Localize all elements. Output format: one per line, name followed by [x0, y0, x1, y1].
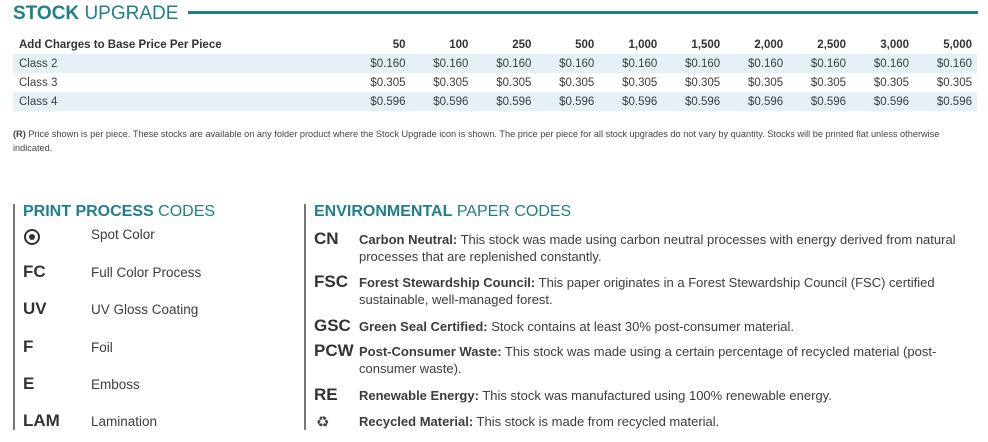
print-code-label: Spot Color [91, 227, 155, 242]
price-cell: $0.160 [914, 54, 977, 73]
note-prefix: (R) [13, 129, 26, 139]
qty-header: 100 [449, 38, 469, 51]
price-cell: $0.305 [370, 76, 406, 89]
price-cell: $0.160 [662, 54, 725, 73]
price-cell: $0.305 [936, 76, 972, 89]
print-process-title [23, 203, 215, 221]
price-cell: $0.160 [536, 54, 599, 73]
env-term: Forest Stewardship Council: [359, 275, 536, 290]
price-cell: $0.305 [810, 76, 847, 89]
print-process-divider [13, 204, 15, 430]
stock-upgrade-table [13, 35, 977, 111]
environmental-divider [304, 204, 306, 430]
note-text: Price shown is per piece. These stocks are available on any folder product where the Stock Upgrade icon is shown. The price per piece for all stock upgrades do not vary by quantity. Stocks will be printed flat unless otherwise indicated. [13, 129, 940, 153]
env-code-desc [359, 387, 974, 404]
table-header-row [13, 35, 977, 54]
env-text: This stock was made using a certain percentage of recycled material (post-consumer waste). [359, 344, 937, 376]
price-cell: $0.160 [411, 54, 474, 73]
row-label: Class 2 [13, 54, 348, 73]
title-rule [188, 11, 978, 14]
price-cell: $0.160 [473, 54, 536, 73]
price-cell: $0.596 [662, 92, 725, 111]
price-cell: $0.305 [433, 76, 469, 89]
env-code: PCW [314, 341, 354, 360]
print-code: F [23, 337, 34, 356]
env-code: CN [314, 229, 339, 248]
price-cell: $0.596 [536, 92, 599, 111]
qty-header: 1,500 [691, 38, 721, 51]
price-cell: $0.596 [914, 92, 977, 111]
price-cell: $0.305 [747, 76, 784, 89]
qty-header: 1,000 [628, 38, 658, 51]
env-term: Recycled Material: [359, 414, 474, 429]
env-code: GSC [314, 316, 351, 335]
qty-header: 2,000 [754, 38, 784, 51]
qty-header: 50 [392, 38, 406, 51]
env-text: This paper originates in a Forest Stewardship Council (FSC) certified sustainable, well-managed forest. [359, 275, 935, 307]
print-code: FC [23, 262, 46, 281]
print-process-title-rest: CODES [153, 203, 216, 220]
print-code-label: Foil [91, 340, 113, 355]
spot-color-icon [24, 229, 40, 245]
print-code: E [23, 374, 35, 393]
recycle-icon: ♻ [316, 414, 330, 431]
print-code-label: Full Color Process [91, 265, 202, 280]
price-cell: $0.305 [496, 76, 532, 89]
price-cell: $0.596 [851, 92, 914, 111]
qty-header: 250 [512, 38, 532, 51]
price-cell: $0.160 [788, 54, 851, 73]
price-cell: $0.596 [348, 92, 411, 111]
env-code: RE [314, 385, 338, 404]
print-code-label: Emboss [91, 377, 140, 392]
qty-header: 3,000 [880, 38, 910, 51]
price-cell: $0.305 [622, 76, 658, 89]
price-cell: $0.596 [473, 92, 536, 111]
stock-upgrade-note [13, 127, 973, 155]
table-row [13, 54, 977, 73]
header-label: Add Charges to Base Price Per Piece [19, 38, 222, 51]
stock-upgrade-title [13, 3, 178, 25]
env-code-desc [359, 318, 974, 335]
env-code-desc [359, 343, 974, 377]
env-code: FSC [314, 272, 348, 291]
qty-header: 2,500 [817, 38, 847, 51]
env-code-desc [359, 231, 974, 265]
env-text: Stock contains at least 30% post-consumer material. [487, 319, 794, 334]
price-cell: $0.596 [725, 92, 788, 111]
price-cell: $0.160 [851, 54, 914, 73]
price-cell: $0.596 [599, 92, 662, 111]
price-cell: $0.160 [725, 54, 788, 73]
table-row [13, 73, 977, 92]
env-code-desc [359, 413, 974, 430]
print-code: LAM [23, 411, 60, 430]
env-text: This stock was made using carbon neutral processes with energy derived from natural processes that are replenished constantly. [359, 232, 956, 264]
stock-upgrade-title-rest: UPGRADE [79, 3, 179, 24]
qty-header: 5,000 [943, 38, 972, 51]
price-cell: $0.596 [788, 92, 851, 111]
qty-header: 500 [575, 38, 595, 51]
row-label: Class 4 [13, 92, 348, 111]
environmental-title-bold: ENVIRONMENTAL [314, 203, 453, 220]
row-label: Class 3 [19, 76, 58, 89]
env-text: This stock is made from recycled material. [473, 414, 720, 429]
price-cell: $0.160 [348, 54, 411, 73]
env-code-desc [359, 274, 974, 308]
table-row [13, 92, 977, 111]
price-cell: $0.160 [599, 54, 662, 73]
price-cell: $0.305 [873, 76, 910, 89]
print-code-label: UV Gloss Coating [91, 302, 199, 317]
env-term: Green Seal Certified: [359, 319, 488, 334]
print-process-title-bold: PRINT PROCESS [23, 203, 154, 220]
price-cell: $0.596 [411, 92, 474, 111]
stock-upgrade-title-bold: STOCK [13, 3, 80, 24]
environmental-title [314, 203, 571, 221]
print-code-label: Lamination [91, 414, 158, 429]
env-term: Renewable Energy: [359, 388, 479, 403]
price-cell: $0.305 [559, 76, 595, 89]
environmental-title-rest: PAPER CODES [452, 203, 572, 220]
env-term: Carbon Neutral: [359, 232, 458, 247]
print-code: UV [23, 299, 47, 318]
env-term: Post-Consumer Waste: [359, 344, 502, 359]
env-text: This stock was manufactured using 100% renewable energy. [478, 388, 832, 403]
price-cell: $0.305 [685, 76, 721, 89]
